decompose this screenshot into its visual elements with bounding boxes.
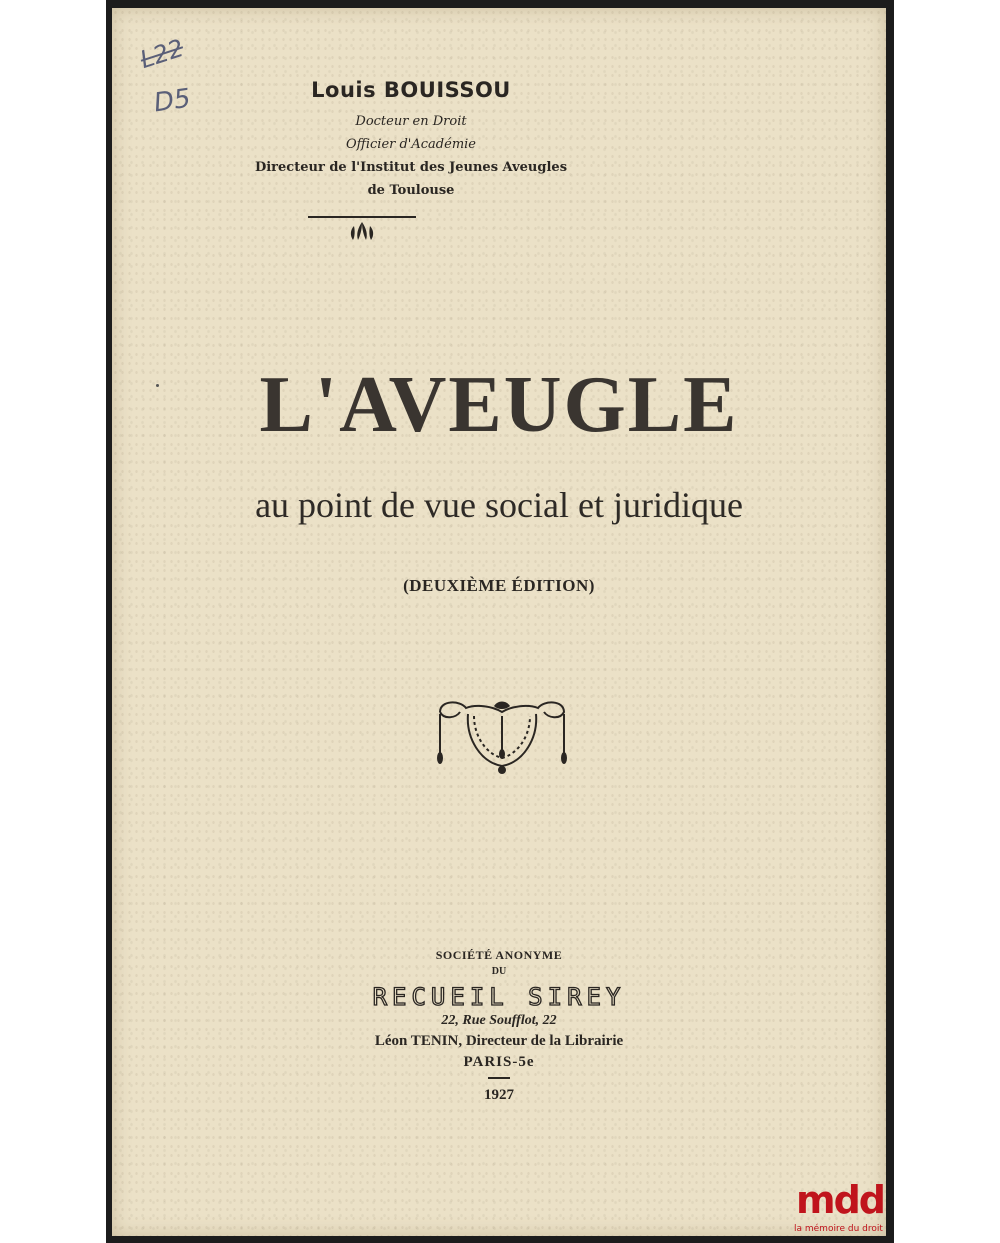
author-title: de Toulouse (367, 183, 455, 198)
mdd-logo-tagline: la mémoire du droit (794, 1224, 883, 1234)
publisher-director: Léon TENIN, Directeur de la Librairie (374, 1033, 624, 1049)
author-block (196, 78, 626, 202)
publisher-address: 22, Rue Soufflot, 22 (441, 1013, 557, 1028)
author-title: Directeur de l'Institut des Jeunes Aveugles (254, 160, 568, 175)
book-title: L'AVEUGLE (259, 361, 739, 449)
author-name: Louis BOUISSOU (311, 78, 511, 102)
book-subtitle: au point de vue social et juridique (255, 485, 743, 525)
publisher-block (112, 948, 886, 1104)
garland-ornament-icon (432, 694, 572, 784)
publisher-city: PARIS-5e (463, 1054, 535, 1070)
publication-year: 1927 (484, 1087, 514, 1103)
handwritten-mark: L22 (136, 33, 188, 75)
leaf-ornament-icon (344, 218, 380, 244)
edition-label: (DEUXIÈME ÉDITION) (403, 576, 595, 595)
handwritten-mark: D5 (152, 83, 193, 119)
paper-speck (156, 384, 159, 387)
publisher-du: DU (491, 966, 507, 977)
mdd-logo-text: mdd (796, 1178, 884, 1222)
publisher-divider (488, 1077, 510, 1079)
publisher-society: SOCIÉTÉ ANONYME (435, 948, 563, 962)
author-title: Docteur en Droit (355, 114, 467, 129)
author-title: Officier d'Académie (345, 137, 476, 152)
publisher-name: RECUEIL SIREY (372, 983, 626, 1011)
book-cover (112, 8, 886, 1236)
mdd-logo (794, 1178, 894, 1242)
